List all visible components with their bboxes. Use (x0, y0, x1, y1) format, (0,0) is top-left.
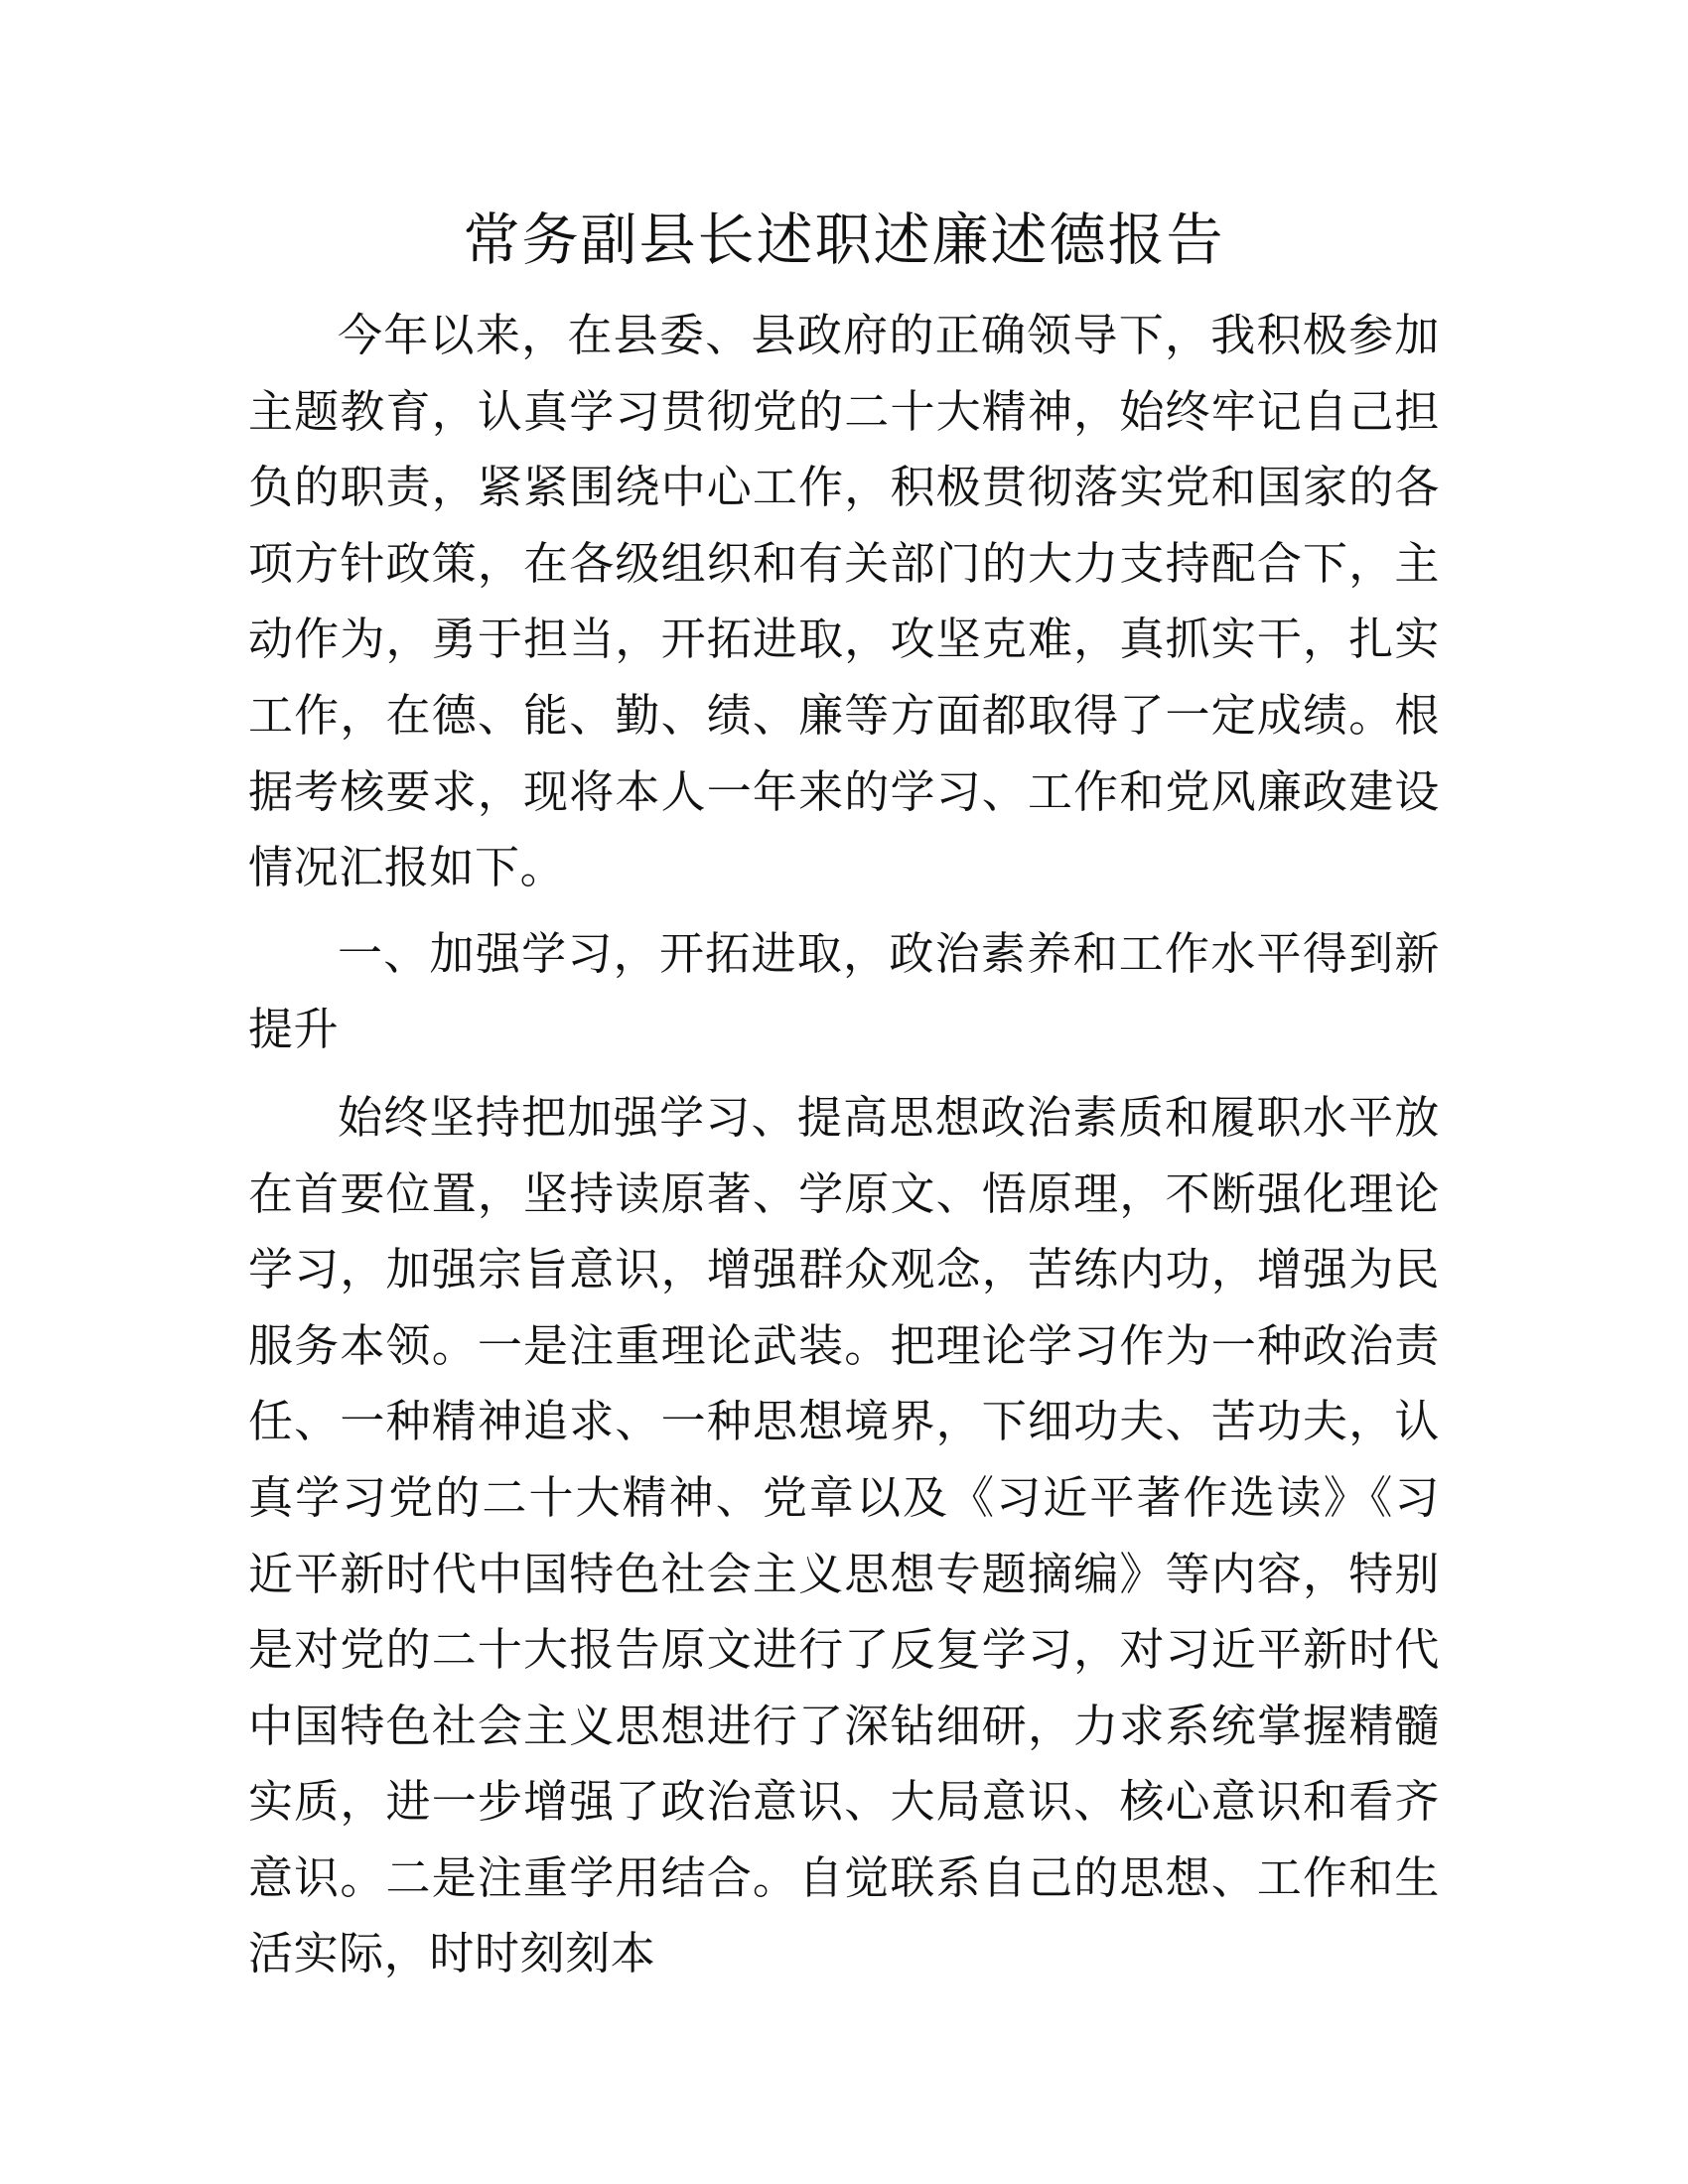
section-heading: 一、加强学习，开拓进取，政治素养和工作水平得到新提升 (248, 926, 1440, 1056)
section-paragraph: 始终坚持把加强学习、提高思想政治素质和履职水平放在首要位置，坚持读原著、学原文、悟原理，不断强化理论学习，加强宗旨意识，增强群众观念，苦练内功，增强为民服务本领。一是注重理论武装。把理论学习作为一种政治责任、一种精神追求、一种思想境界，下细功夫、苦功夫，认真学习党的二十大精神、党章以及《习近平著作选读》《习近平新时代中国特色社会主义思想专题摘编》等内容，特别是对党的二十大报告原文进行了反复学习，对习近平新时代中国特色社会主义思想进行了深钻细研，力求系统掌握精髓实质，进一步增强了政治意识、大局意识、核心意识和看齐意识。二是注重学用结合。自觉联系自己的思想、工作和生活实际，时时刻刻本 (248, 1090, 1440, 1980)
document-body (248, 298, 1440, 2002)
document-title: 常务副县长述职述廉述德报告 (463, 207, 1225, 273)
intro-paragraph: 今年以来，在县委、县政府的正确领导下，我积极参加主题教育，认真学习贯彻党的二十大精神，始终牢记自己担负的职责，紧紧围绕中心工作，积极贯彻落实党和国家的各项方针政策，在各级组织和有关部门的大力支持配合下，主动作为，勇于担当，开拓进取，攻坚克难，真抓实干，扎实工作，在德、能、勤、绩、廉等方面都取得了一定成绩。根据考核要求，现将本人一年来的学习、工作和党风廉政建设情况汇报如下。 (248, 309, 1440, 894)
